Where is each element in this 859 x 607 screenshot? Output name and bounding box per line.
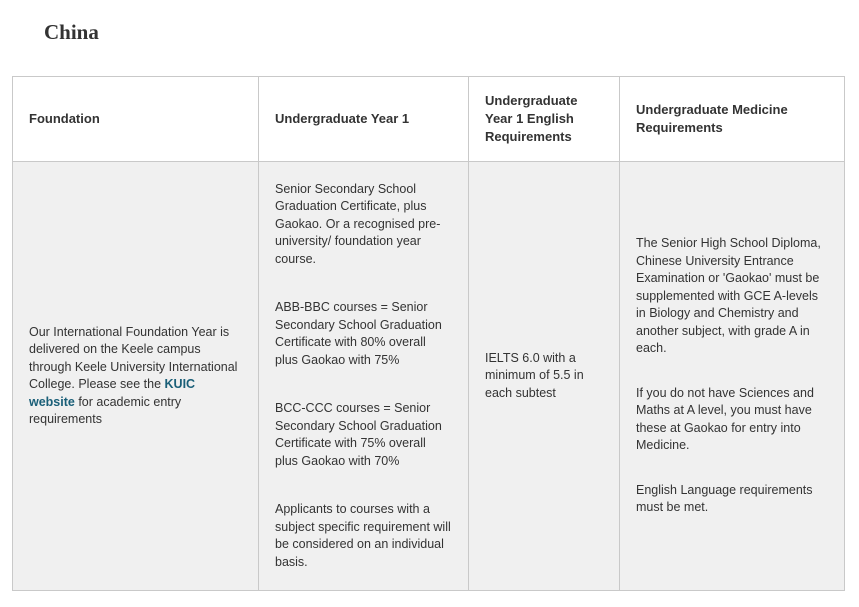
table-header-row [13,77,845,162]
medicine-paragraph-3: English Language requirements must be met. [636,482,813,515]
foundation-text-before: Our International Foundation Year is delivered on the Keele campus through Keele University International College. Please see the [29,324,238,391]
header-foundation: Foundation [13,77,259,162]
header-english-requirements: Undergraduate Year 1 English Requirements [469,77,620,162]
page-title: China [44,20,99,44]
foundation-text [29,324,242,429]
header-medicine-requirements: Undergraduate Medicine Requirements [620,77,845,162]
requirements-table-container [12,76,844,591]
foundation-text-after: for academic entry requirements [29,394,182,426]
table-row [13,162,845,591]
medicine-paragraph-1: The Senior High School Diploma, Chinese University Entrance Examination or 'Gaokao' must be supplemented with GCE A-levels in Biology and Chemistry and another subject, with grade A in each. [636,236,821,356]
cell-foundation [13,162,259,591]
kuic-website-link[interactable]: KUIC website [29,377,196,409]
header-undergraduate-year-1: Undergraduate Year 1 [259,77,469,162]
year1-paragraph-4: Applicants to courses with a subject specific requirement will be considered on an individual basis. [275,502,451,569]
cell-undergraduate-year-1 [259,162,469,591]
requirements-table [12,76,845,591]
year1-paragraph-1: Senior Secondary School Graduation Certificate, plus Gaokao. Or a recognised pre-university/ foundation year course. [275,181,441,266]
medicine-paragraph-2: If you do not have Sciences and Maths at A level, you must have these at Gaokao for entry into Medicine. [636,385,814,453]
year1-paragraph-3: BCC-CCC courses = Senior Secondary School Graduation Certificate with 75% overall plus Gaokao with 70% [275,401,442,468]
cell-english-requirements [469,162,620,591]
year1-paragraph-2: ABB-BBC courses = Senior Secondary School Graduation Certificate with 80% overall plus Gaokao with 75% [275,300,442,367]
english-requirement-text: IELTS 6.0 with a minimum of 5.5 in each subtest [485,350,584,400]
cell-medicine-requirements [620,162,845,591]
